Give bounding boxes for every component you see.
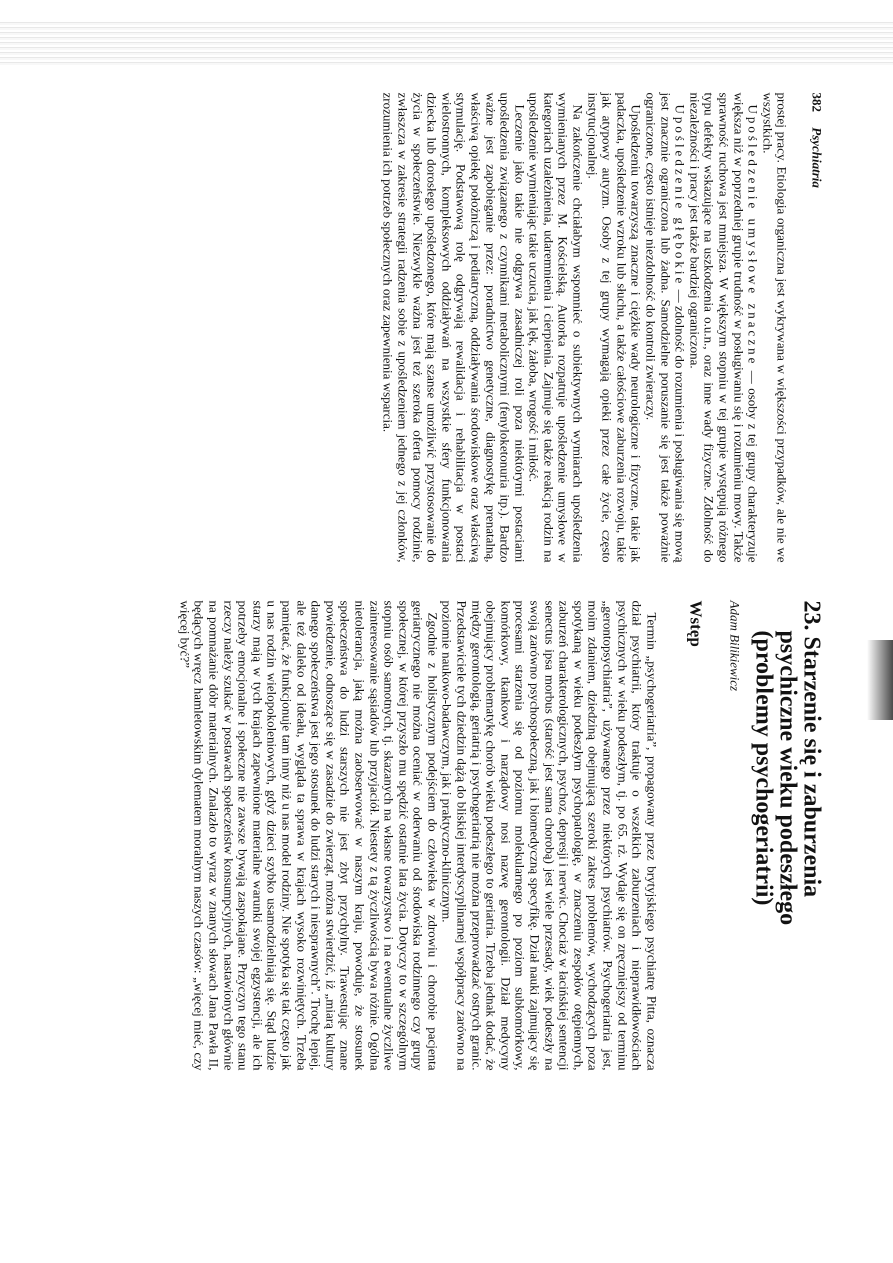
left-page: [380, 92, 823, 562]
chapter-title: 23. Starzenie się i zaburzenia psychiczne wieku podeszłego (problemy psychogeriatrii): [750, 600, 824, 925]
paragraph: prostej pracy. Etiologia organiczna jest wykrywana w większości przypadków, ale nie we wszystkich.: [759, 92, 790, 562]
running-head: [808, 92, 823, 562]
section-heading: Wstęp: [686, 600, 706, 647]
paragraph: Upośledzeniu towarzyszą znaczne i ciężkie wady neurologiczne i fizyczne, takie jak padaczka, upośledzenie wzroku lub słuchu, a także całościowe zaburzenia rozwoju, takie jak atypowy autyzm. Osoby z tej grupy wymagają opieki przez całe życie, często instytucjonalnej.: [584, 92, 644, 562]
paragraph: Upośledzenie głębokie — zdolność do rozumienia i posługiwania się mową jest znacznie ograniczona lub żadna. Samodzielne poruszanie się jest także poważnie ograniczone, często istnieje niezdolność do kontroli zwieraczy.: [643, 92, 688, 562]
paragraph: Leczenie jako takie nie odgrywa zasadniczej roli poza niektórymi postaciami upośledzenia związanego z czynnikami metabolicznymi (fenyloketonuria itp.). Bardzo ważne jest zapobieganie przez: poradnictwo genetyczne, diagnostykę prenatalną, właściwą opiekę położniczą i pediatryczną, oddziaływania środowiskowe oraz właściwą stymulację. Podstawową rolę odgrywają rewalidacja i rehabilitacja w postaci wielostronnych, kompleksowych oddziaływań na wszystkie sfery funkcjonowania dziecka lub dorosłego upośledzonego, które mają szanse umożliwić przystosowanie do życia w społeczeństwie. Niezwykle ważna jest też szeroka oferta pomocy rodzinie, zwłaszcza w zakresie strategii radzenia sobie z upośledzeniem jednego z jej członków, zrozumienia ich potrzeb społecznych oraz zapewnienia wsparcia.: [380, 92, 527, 562]
paragraph: Na zakończenie chciałabym wspomnieć o subiektywnych wymiarach upośledzenia wymienianych przez M. Kościelską. Autorka rozpatruje upośledzenie umysłowe w kategoriach uzależnienia, udaremnienia i cierpienia. Zajmuje się także reakcją rodzin na upośledzenie wymieniając takie uczucia, jak lęk, żałoba, wrogość i miłość.: [526, 92, 586, 562]
paragraph: Upośledzenie umysłowe znaczne — osoby z tej grupy charakteryzuje większa niż w poprzedniej grupie trudność w posługiwaniu się i rozumieniu mowy. Także sprawność ruchowa jest mniejsza. W większym stopniu w tej grupie występują różnego typu defekty wskazujące na uszkodzenia o.u.n., oraz inne wady fizyczne. Zdolność do niezależności i pracy jest także bardziej ograniczona.: [686, 92, 761, 563]
chapter-author: Adam Bilikiewicz: [727, 600, 742, 691]
page-number: 382: [809, 92, 824, 112]
section-title: Psychiatria: [809, 126, 824, 188]
paragraph: Zgodnie z holistycznym podejściem do człowieka w zdrowiu i chorobie pacjenta geriatrycznego nie można oceniać w oderwaniu od środowiska rodzinnego czy grupy społecznej, w której przyszło mu spędzić ostatnie lata życia. Dotyczy to w szczególnym stopniu osób samotnych, tj. skazanych na własne towarzystwo i na ewentualne życzliwe zainteresowanie sąsiadów lub przyjaciół. Niestety z tą życzliwością bywa różnie. Ogólna nietolerancja, jaką można zaobserwować w naszym kraju, powoduje, że stosunek społeczeństwa do ludzi starszych nie jest zbyt przychylny. Trawestując znane powiedzenie, odnoszące się w zasadzie do zwierząt, można stwierdzić, iż „miarą kultury danego społeczeństwa jest jego stosunek do ludzi starych i niesprawnych”. Trochę lepiej, ale też daleko od ideału, wygląda ta sprawa w krajach wysoko rozwiniętych. Trzeba pamiętać, że funkcjonuje tam inny niż u nas model rodziny. Nie spotyka się tak często jak u nas rodzin wielopokoleniowych, gdyż dzieci szybko usamodzielniają się. Stąd ludzie starzy mają w tych krajach zapewnione materialne warunki swojej egzystencji, ale ich potrzeby emocjonalne i społeczne nie zawsze bywają zaspokajane. Przyczyn tego stanu rzeczy należy szukać w postawach społeczeństw konsumpcyjnych, nastawionych głównie na pomnażanie dóbr materialnych. Znalazło to wyraz w znanych słowach Jana Pawła II, będących wręcz hamletowskim dylematem moralnym naszych czasów: „więcej mieć, czy więcej być?”: [176, 600, 440, 1070]
term: Upośledzenie głębokie: [672, 104, 688, 286]
paragraph: Termin „psychogeriatria”, propagowany przez brytyjskiego psychiatrę Pitta, oznacza dział psychiatrii, który traktuje o wszelkich zaburzeniach i nieprawidłowościach psychicznych w wieku podeszłym, tj. po 65. rż. Wydaje się on zręczniejszy od terminu „gerontopsychiatria”, używanego przez niektórych psychiatrów. Psychogeriatria jest, moim zdaniem, dziedziną obejmującą szeroki zakres problemów, wychodzących poza spotykaną w wieku podeszłym psychopatologię, w znaczeniu zespołów otępiennych, zaburzeń charakterologicznych, psychoz, depresji i nerwic. Chociaż w łacińskiej sentencji senectus ipsa morbus (starość jest sama chorobą) jest wiele przesady, wiek podeszły na swoją zarówno psychospołeczną, jak i biomedyczną specyfikę. Dział nauki zajmujący się procesami starzenia się od poziomu molekularnego po poziom subkomórkowy, komórkowy, tkankowy i narządowy nosi nazwę gerontologii. Dział medycyny obejmujący problematykę chorób wieku podeszłego to geriatria. Trzeba jednak dodać, że między gerontologią, geriatrią i psychogeriatrią nie można przeprowadzać ostrych granic. Przedstawiciele tych dziedzin dążą do bliskiej interdyscyplinarnej współpracy zarówno na poziomie naukowo-badawczym, jak i praktyczno-klinicznym.: [439, 600, 659, 1070]
term: Upośledzenie umysłowe znaczne: [745, 104, 761, 366]
right-page: [176, 600, 823, 1070]
